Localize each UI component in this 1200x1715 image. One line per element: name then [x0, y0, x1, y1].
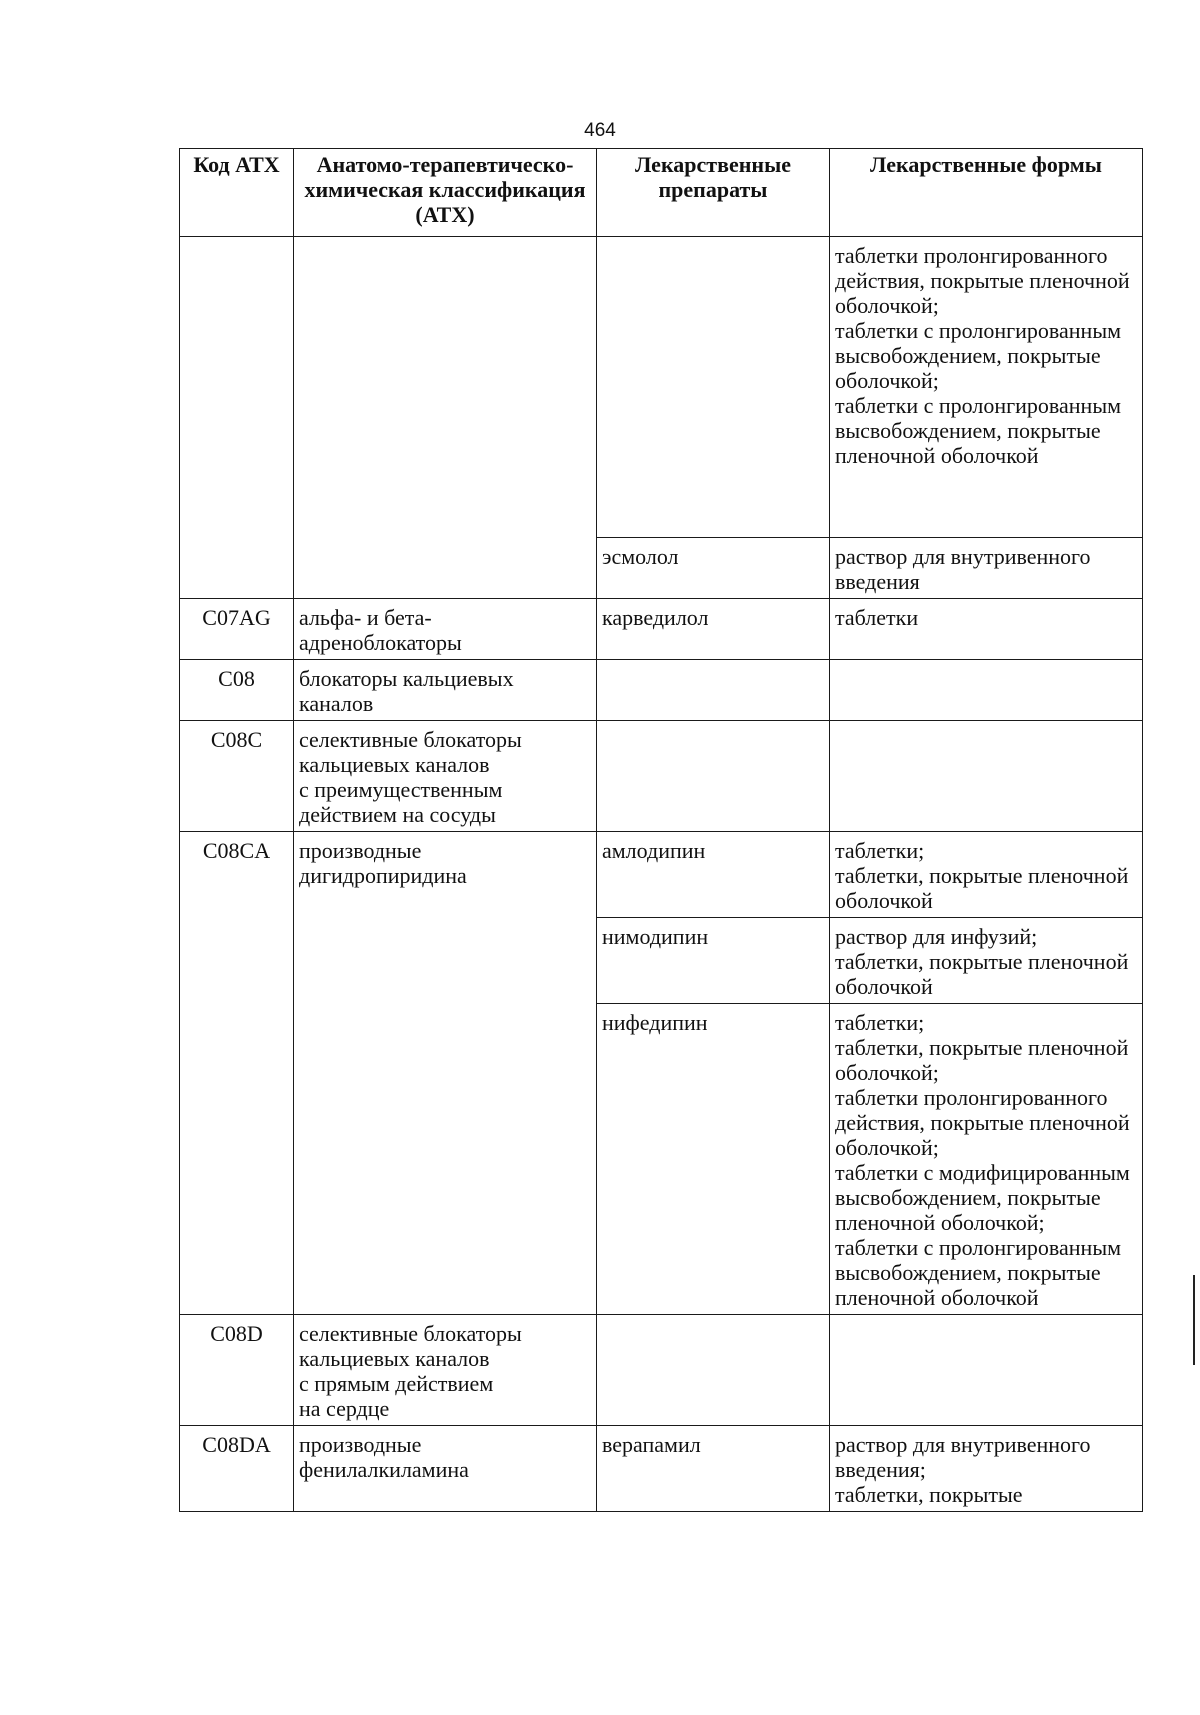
cell-drug: [597, 660, 830, 721]
cell-drug: [597, 721, 830, 832]
column-header-classification: Анатомо-терапевтическо-химическая классификация (АТХ): [294, 149, 597, 237]
cell-drug: [597, 237, 830, 538]
atc-table: [179, 148, 1143, 1512]
cell-code: C08D: [180, 1315, 294, 1426]
page-number: 464: [584, 120, 616, 141]
cell-code: C08C: [180, 721, 294, 832]
column-header-forms: Лекарственные формы: [830, 149, 1143, 237]
table-row: [180, 237, 1143, 538]
cell-classification: селективные блокаторы кальциевых каналов с прямым действием на сердце: [294, 1315, 597, 1426]
cell-code: [180, 237, 294, 599]
column-header-code: Код АТХ: [180, 149, 294, 237]
cell-forms: таблетки; таблетки, покрытые пленочной оболочкой: [830, 832, 1143, 918]
table-row: [180, 721, 1143, 832]
column-header-drugs: Лекарственные препараты: [597, 149, 830, 237]
cell-code: C07AG: [180, 599, 294, 660]
cell-classification: блокаторы кальциевых каналов: [294, 660, 597, 721]
table-row: [180, 660, 1143, 721]
cell-classification: альфа- и бета-адреноблокаторы: [294, 599, 597, 660]
cell-drug: [597, 1315, 830, 1426]
cell-forms: [830, 1315, 1143, 1426]
cell-forms: [830, 660, 1143, 721]
table-row: [180, 1426, 1143, 1512]
cell-forms: таблетки пролонгированного действия, покрытые пленочной оболочкой; таблетки с пролонгированным высвобождением, покрытые оболочкой; таблетки с пролонгированным высвобождением, покрытые пленочной оболочкой: [830, 237, 1143, 538]
cell-forms: раствор для инфузий; таблетки, покрытые пленочной оболочкой: [830, 918, 1143, 1004]
cell-code: C08CA: [180, 832, 294, 1315]
cell-drug: эсмолол: [597, 538, 830, 599]
scan-edge-mark: [1193, 1275, 1195, 1365]
cell-classification: селективные блокаторы кальциевых каналов с преимущественным действием на сосуды: [294, 721, 597, 832]
cell-forms: [830, 721, 1143, 832]
cell-code: C08: [180, 660, 294, 721]
table-header-row: [180, 149, 1143, 237]
table-row: [180, 1315, 1143, 1426]
cell-classification: производные фенилалкиламина: [294, 1426, 597, 1512]
cell-drug: верапамил: [597, 1426, 830, 1512]
cell-code: C08DA: [180, 1426, 294, 1512]
cell-drug: нифедипин: [597, 1004, 830, 1315]
cell-forms: таблетки: [830, 599, 1143, 660]
cell-classification: производные дигидропиридина: [294, 832, 597, 1315]
cell-classification: [294, 237, 597, 599]
cell-forms: таблетки; таблетки, покрытые пленочной оболочкой; таблетки пролонгированного действия, покрытые пленочной оболочкой; таблетки с модифицированным высвобождением, покрытые пленочной оболочкой; таблетки с пролонгированным высвобождением, покрытые пленочной оболочкой: [830, 1004, 1143, 1315]
cell-drug: амлодипин: [597, 832, 830, 918]
cell-drug: нимодипин: [597, 918, 830, 1004]
table-row: [180, 832, 1143, 918]
cell-drug: карведилол: [597, 599, 830, 660]
cell-forms: раствор для внутривенного введения; таблетки, покрытые: [830, 1426, 1143, 1512]
table-row: [180, 599, 1143, 660]
cell-forms: раствор для внутривенного введения: [830, 538, 1143, 599]
